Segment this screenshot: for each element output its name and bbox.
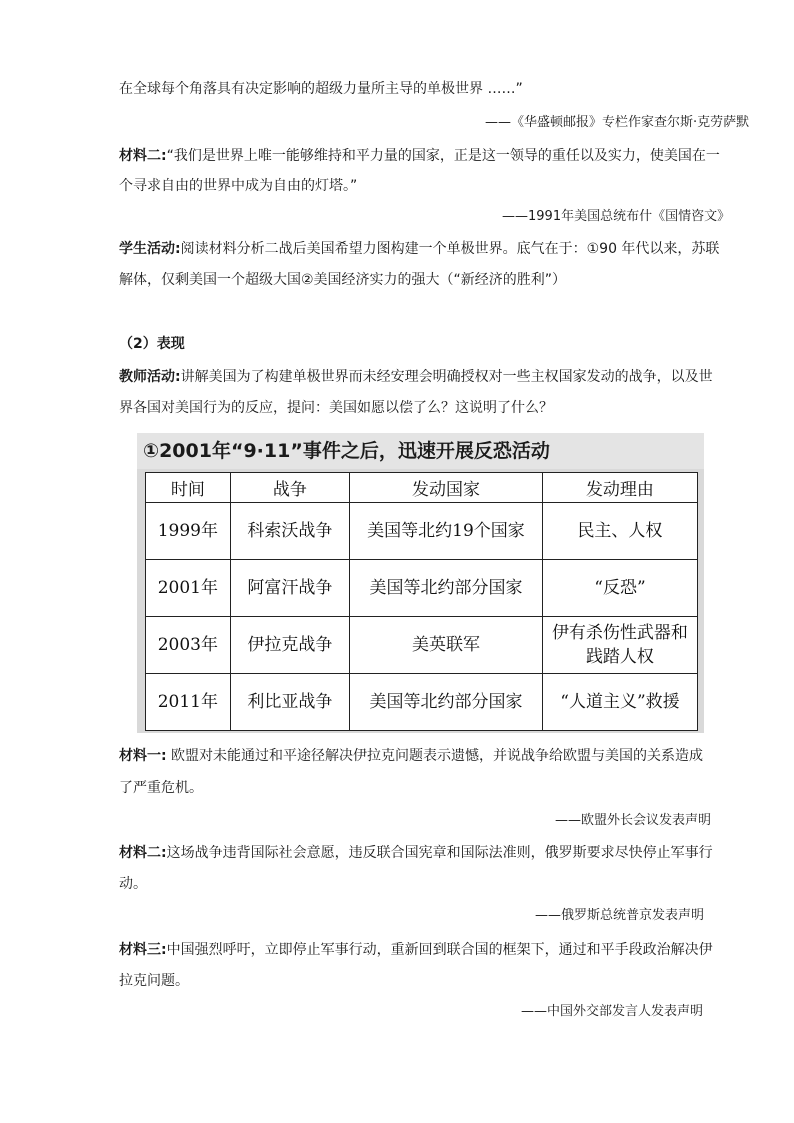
table-cell: 科索沃战争 — [230, 503, 349, 560]
teacher-activity-text: 讲解美国为了构建单极世界而未经安理会明确授权对一些主权国家发动的战争，以及世 — [180, 369, 713, 385]
table-cell: “人道主义”救援 — [542, 674, 697, 731]
source-attribution: ——《华盛顿邮报》专栏作家查尔斯·克劳萨默 — [485, 115, 750, 130]
column-header: 发动理由 — [542, 473, 697, 503]
material-label: 材料二: — [119, 845, 167, 861]
material-label: 材料三: — [119, 942, 167, 958]
column-header: 发动国家 — [350, 473, 543, 503]
teacher-activity-line — [119, 367, 713, 387]
table-cell: 美国等北约19个国家 — [350, 503, 543, 560]
table-header-row — [146, 473, 698, 503]
table-cell: 美英联军 — [350, 617, 543, 674]
source-attribution: ——欧盟外长会议发表声明 — [555, 813, 712, 828]
material-label: 材料一: — [119, 748, 167, 764]
material-two-b-line — [119, 843, 713, 863]
material-three-line — [119, 940, 713, 960]
material-one-line-2: 了严重危机。 — [119, 780, 203, 796]
student-activity-text: 阅读材料分析二战后美国希望力图构建一个单极世界。底气在于：①90 年代以来，苏联 — [180, 241, 720, 257]
material-two-line-2: 个寻求自由的世界中成为自由的灯塔。” — [119, 178, 358, 194]
wars-table — [145, 472, 698, 731]
table-cell: 2011年 — [146, 674, 231, 731]
table-cell: “反恐” — [542, 560, 697, 617]
table-cell: 美国等北约部分国家 — [350, 674, 543, 731]
table-row — [146, 674, 698, 731]
table-cell: 2003年 — [146, 617, 231, 674]
material-two-b-line-2: 动。 — [119, 876, 147, 892]
paragraph-line: 在全球每个角落具有决定影响的超级力量所主导的单极世界 ……” — [119, 81, 523, 97]
column-header: 时间 — [146, 473, 231, 503]
source-attribution: ——1991年美国总统布什《国情咨文》 — [502, 209, 731, 224]
material-text: 欧盟对未能通过和平途径解决伊拉克问题表示遗憾，并说战争给欧盟与美国的关系造成 — [166, 748, 704, 764]
table-cell: 阿富汗战争 — [230, 560, 349, 617]
material-text: 这场战争违背国际社会意愿，违反联合国宪章和国际法准则，俄罗斯要求尽快停止军事行 — [166, 845, 713, 861]
table-row — [146, 560, 698, 617]
source-attribution: ——俄罗斯总统普京发表声明 — [535, 908, 705, 923]
column-header: 战争 — [230, 473, 349, 503]
table-cell: 伊拉克战争 — [230, 617, 349, 674]
table-cell: 美国等北约部分国家 — [350, 560, 543, 617]
student-activity-line — [119, 239, 719, 259]
table-cell: 利比亚战争 — [230, 674, 349, 731]
source-attribution: ——中国外交部发言人发表声明 — [521, 1004, 704, 1019]
teacher-activity-line-2: 界各国对美国行为的反应，提问：美国如愿以偿了么？这说明了什么？ — [119, 400, 553, 416]
wars-table-image — [137, 433, 704, 733]
table-cell: 1999年 — [146, 503, 231, 560]
table-title: ①2001年“9·11”事件之后，迅速开展反恐活动 — [137, 433, 704, 469]
teacher-activity-label: 教师活动: — [119, 369, 181, 385]
student-activity-line-2: 解体，仅剩美国一个超级大国②美国经济实力的强大（“新经济的胜利”） — [119, 272, 567, 288]
section-heading: （2）表现 — [119, 336, 185, 352]
table-row — [146, 617, 698, 674]
material-label: 材料二: — [119, 148, 167, 164]
material-one-line — [119, 746, 703, 766]
table-cell: 民主、人权 — [542, 503, 697, 560]
material-text: “我们是世界上唯一能够维持和平力量的国家，正是这一领导的重任以及实力，使美国在一 — [166, 148, 720, 164]
table-row — [146, 503, 698, 560]
table-cell: 伊有杀伤性武器和践踏人权 — [542, 617, 697, 674]
student-activity-label: 学生活动: — [119, 241, 181, 257]
material-two-line — [119, 146, 720, 166]
material-text: 中国强烈呼吁，立即停止军事行动，重新回到联合国的框架下，通过和平手段政治解决伊 — [166, 942, 713, 958]
material-three-line-2: 拉克问题。 — [119, 973, 189, 989]
table-cell: 2001年 — [146, 560, 231, 617]
